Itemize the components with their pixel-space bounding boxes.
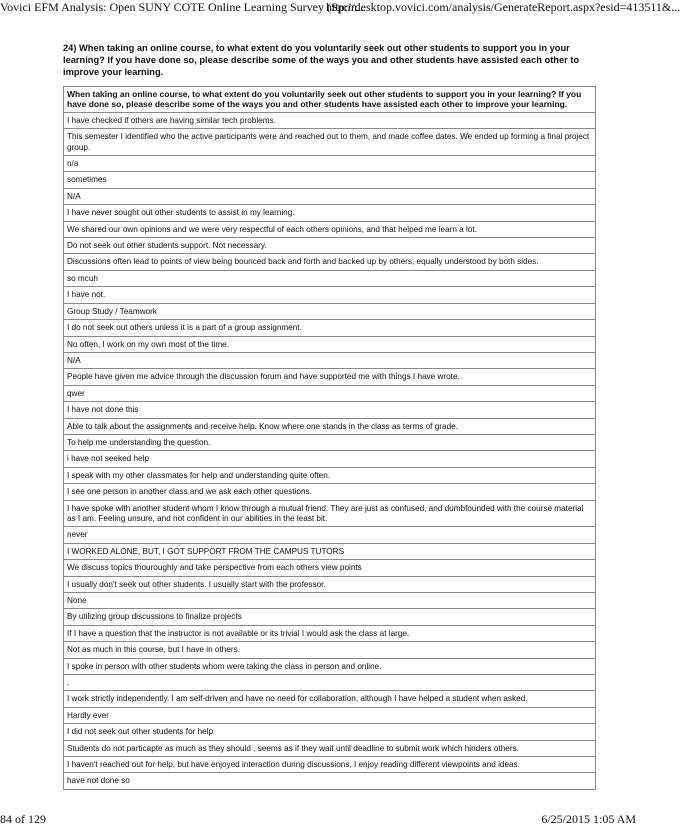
table-row: [64, 527, 596, 543]
question-heading: [63, 42, 603, 78]
response-cell: Not as much in this course, but I have in others.: [64, 642, 596, 658]
response-cell: People have given me advice through the discussion forum and have supported me with things I have wrote.: [64, 369, 596, 385]
page-footer: [0, 812, 638, 826]
table-row: [64, 320, 596, 336]
response-cell: I usually don't seek out other students. I usually start with the professor.: [64, 576, 596, 592]
page-title: Vovici EFM Analysis: Open SUNY COTE Online Learning Survey (Sprin...: [0, 0, 366, 14]
response-cell: I have not.: [64, 287, 596, 303]
table-row: [64, 740, 596, 756]
table-row: [64, 451, 596, 467]
table-row: [64, 724, 596, 740]
response-cell: By utilizing group discussions to finalize projects: [64, 609, 596, 625]
page-number: 84 of 129: [0, 812, 46, 826]
response-cell: I do not seek out others unless it is a part of a group assignment.: [64, 320, 596, 336]
response-cell: I have spoke with another student whom I know through a mutual friend. They are just as confused, and dumbfounded with the course material as I am. Feeling unsure, and not confident in our abilities in the least bit.: [64, 500, 596, 527]
table-body: [64, 112, 596, 789]
table-row: [64, 467, 596, 483]
response-cell: Group Study / Teamwork: [64, 303, 596, 319]
response-cell: N/A: [64, 188, 596, 204]
response-cell: Do not seek out other students support. Not necessary.: [64, 238, 596, 254]
table-row: [64, 658, 596, 674]
table-row: [64, 773, 596, 789]
response-cell: Students do not particapte as much as they should , seems as if they wait until deadline to submit work which hinders others.: [64, 740, 596, 756]
response-cell: If I have a question that the instructor is not available or its trivial I would ask the class at large.: [64, 625, 596, 641]
table-row: [64, 221, 596, 237]
table-row: [64, 757, 596, 773]
table-row: [64, 129, 596, 156]
table-row: [64, 434, 596, 450]
table-row: [64, 500, 596, 527]
table-row: [64, 560, 596, 576]
response-cell: I see one person in another class and we ask each other questions.: [64, 484, 596, 500]
table-row: [64, 254, 596, 270]
response-cell: I haven't reached out for help, but have enjoyed interaction during discussions, I enjoy reading different viewpoints and ideas.: [64, 757, 596, 773]
table-row: [64, 593, 596, 609]
response-cell: have not done so: [64, 773, 596, 789]
table-row: [64, 625, 596, 641]
response-cell: never: [64, 527, 596, 543]
table-row: [64, 303, 596, 319]
page-header: [0, 0, 680, 16]
table-row: [64, 188, 596, 204]
responses-table: [63, 86, 596, 790]
response-cell: I have never sought out other students to assist in my learning.: [64, 205, 596, 221]
table-row: [64, 707, 596, 723]
page-url: http://desktop.vovici.com/analysis/GenerateReport.aspx?esid=413511&...: [326, 0, 680, 14]
response-cell: Discussions often lead to points of view being bounced back and forth and backed up by others, equally understood by both sides.: [64, 254, 596, 270]
table-row: [64, 205, 596, 221]
table-row: [64, 402, 596, 418]
table-row: [64, 172, 596, 188]
table-row: [64, 270, 596, 286]
table-row: [64, 418, 596, 434]
response-cell: .: [64, 675, 596, 691]
response-cell: I speak with my other classmates for help and understanding quite often.: [64, 467, 596, 483]
response-cell: I spoke in person with other students whom were taking the class in person and online.: [64, 658, 596, 674]
table-row: [64, 238, 596, 254]
table-header-row: [64, 87, 596, 113]
response-cell: None: [64, 593, 596, 609]
table-row: [64, 576, 596, 592]
table-header: When taking an online course, to what extent do you voluntarily seek out other students to support you in your learning? If you have done so, please describe some of the ways you and other students have assisted each other to improve your learning.: [64, 87, 596, 113]
table-row: [64, 642, 596, 658]
response-cell: To help me understanding the question.: [64, 434, 596, 450]
table-row: [64, 369, 596, 385]
table-row: [64, 484, 596, 500]
table-row: [64, 385, 596, 401]
response-cell: I WORKED ALONE, BUT, I GOT SUPPORT FROM THE CAMPUS TUTORS: [64, 543, 596, 559]
response-cell: No often, I work on my own most of the time.: [64, 336, 596, 352]
response-cell: We discuss topics thouroughly and take perspective from each others view points: [64, 560, 596, 576]
response-cell: Hardly ever: [64, 707, 596, 723]
table-row: [64, 156, 596, 172]
question-number: 24): [63, 43, 77, 53]
print-datetime: 6/25/2015 1:05 AM: [541, 812, 636, 826]
response-cell: We shared our own opinions and we were very respectful of each others opinions, and that helped me learn a lot.: [64, 221, 596, 237]
table-row: [64, 336, 596, 352]
table-row: [64, 287, 596, 303]
response-cell: I did not seek out other students for help: [64, 724, 596, 740]
table-row: [64, 543, 596, 559]
table-row: [64, 675, 596, 691]
table-row: [64, 609, 596, 625]
question-text: When taking an online course, to what extent do you voluntarily seek out other students to support you in your learning? If you have done so, please describe some of the ways you and other students have assisted each other to improve your learning.: [63, 43, 580, 77]
response-cell: N/A: [64, 352, 596, 368]
response-cell: sometimes: [64, 172, 596, 188]
table-row: [64, 691, 596, 707]
response-cell: Able to talk about the assignments and receive help. Know where one stands in the class as terms of grade.: [64, 418, 596, 434]
response-cell: I have checked if others are having similar tech problems.: [64, 112, 596, 128]
response-cell: I have not done this: [64, 402, 596, 418]
response-cell: I work strictly independently. I am self-driven and have no need for collaboration, although I have helped a student when asked.: [64, 691, 596, 707]
response-cell: This semester I identified who the active participants were and reached out to them, and made coffee dates. We ended up forming a final project group.: [64, 129, 596, 156]
response-cell: so mcuh: [64, 270, 596, 286]
response-cell: i have not seeked help: [64, 451, 596, 467]
table-row: [64, 112, 596, 128]
table-row: [64, 352, 596, 368]
response-cell: n/a: [64, 156, 596, 172]
response-cell: qwer: [64, 385, 596, 401]
